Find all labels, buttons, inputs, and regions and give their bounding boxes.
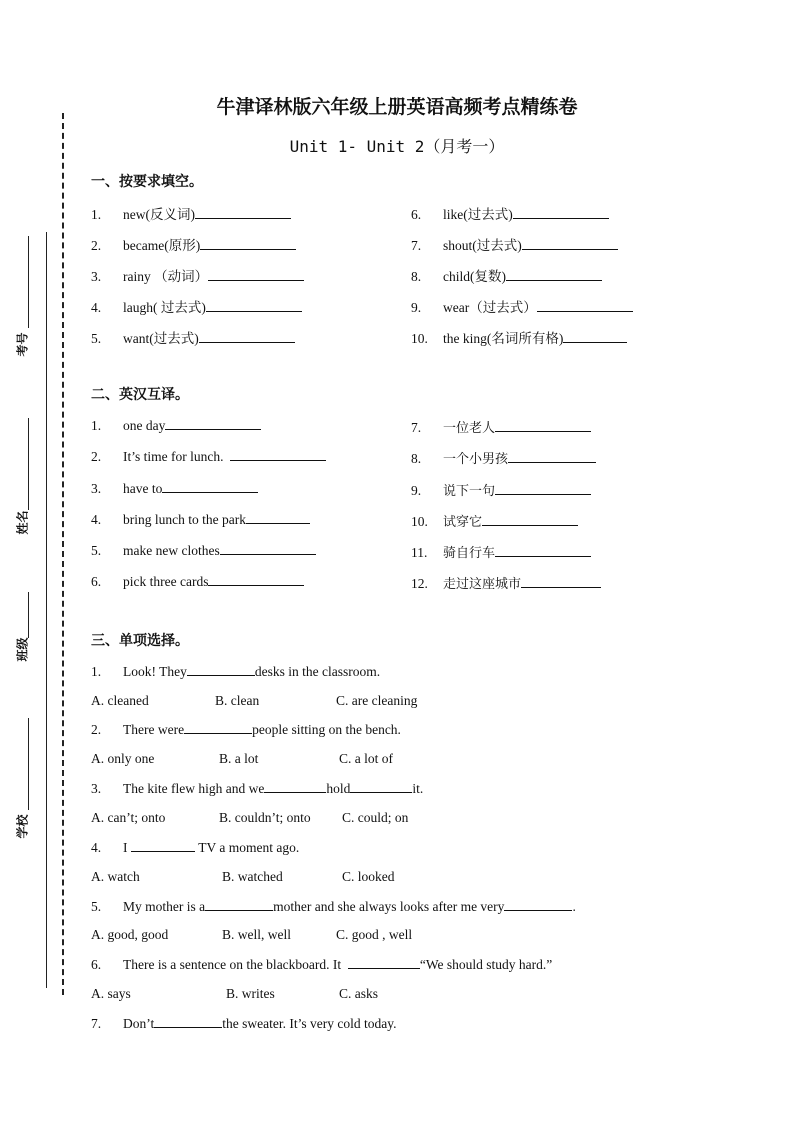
s1-item-3: 3. rainy （动词） — [91, 265, 304, 285]
s1-item-text: want(过去式) — [123, 331, 199, 346]
s2-item-11: 11. 骑自行车 — [411, 542, 591, 561]
option-c[interactable]: C. asks — [339, 986, 379, 1001]
answer-blank[interactable] — [162, 480, 258, 493]
s1-item-5: 5. want(过去式) — [91, 327, 295, 347]
s1-item-text: shout(过去式) — [443, 238, 522, 253]
question-6: 6. There is a sentence on the blackboard. It “We should study hard.” — [91, 957, 553, 972]
question-2: 2. There were people sitting on the bench. — [91, 722, 401, 737]
answer-blank[interactable] — [537, 299, 633, 312]
s2-item-text: 一个小男孩 — [443, 452, 509, 467]
answer-blank[interactable] — [508, 450, 596, 463]
answer-blank[interactable] — [208, 268, 304, 281]
section3-heading: 三、单项选择。 — [91, 633, 189, 649]
option-a[interactable]: A. can’t; onto — [91, 810, 166, 825]
answer-blank[interactable] — [495, 482, 591, 495]
answer-blank[interactable] — [522, 237, 618, 250]
s2-item-4: 4. bring lunch to the park — [91, 511, 310, 528]
answer-blank[interactable] — [230, 448, 326, 461]
question-2-options — [91, 751, 393, 767]
question-4: 4. I TV a moment ago. — [91, 840, 300, 855]
question-5: 5. My mother is a mother and she always looks after me very . — [91, 899, 576, 914]
question-1: 1. Look! They desks in the classroom. — [91, 664, 381, 679]
question-4-options — [91, 869, 395, 885]
answer-blank[interactable] — [184, 721, 252, 734]
s2-item-6: 6. pick three cards — [91, 573, 304, 590]
question-3-options — [91, 810, 408, 826]
s2-item-8: 8. 一个小男孩 — [411, 448, 596, 467]
s1-item-text: like(过去式) — [443, 207, 513, 222]
s2-item-10: 10. 试穿它 — [411, 511, 578, 530]
s1-item-10: 10. the king(名词所有格) — [411, 327, 627, 347]
answer-blank[interactable] — [165, 417, 261, 430]
binding-margin — [0, 0, 60, 1123]
s2-item-text: 说下一句 — [443, 484, 496, 499]
option-b[interactable]: B. clean — [215, 693, 260, 708]
exam-no-blank[interactable] — [28, 236, 29, 328]
question-5-options — [91, 927, 412, 943]
s1-item-text: the king(名词所有格) — [443, 331, 564, 346]
s2-item-text: 试穿它 — [443, 515, 483, 530]
name-label: 姓名 — [15, 510, 30, 535]
answer-blank[interactable] — [187, 663, 255, 676]
answer-blank[interactable] — [199, 330, 295, 343]
s1-item-8: 8. child(复数) — [411, 265, 602, 285]
question-7: 7. Don’t the sweater. It’s very cold today. — [91, 1016, 397, 1031]
s1-item-4: 4. laugh( 过去式) — [91, 296, 302, 316]
s1-item-6: 6. like(过去式) — [411, 203, 609, 223]
s2-item-2: 2. It’s time for lunch. — [91, 448, 326, 465]
s1-item-7: 7. shout(过去式) — [411, 234, 618, 254]
answer-blank[interactable] — [195, 206, 291, 219]
name-blank[interactable] — [28, 418, 29, 510]
answer-blank[interactable] — [521, 575, 601, 588]
s1-item-text: child(复数) — [443, 269, 506, 284]
question-6-options — [91, 986, 378, 1002]
s2-item-text: It’s time for lunch. — [123, 449, 224, 464]
option-a[interactable]: A. says — [91, 986, 131, 1001]
answer-blank[interactable] — [154, 1015, 222, 1028]
s2-item-3: 3. have to — [91, 480, 258, 497]
option-c[interactable]: C. good , well — [336, 927, 413, 942]
option-a[interactable]: A. cleaned — [91, 693, 149, 708]
s2-item-text: 一位老人 — [443, 421, 496, 436]
school-blank[interactable] — [28, 718, 29, 810]
s1-item-9: 9. wear（过去式） — [411, 296, 633, 316]
page-title: 牛津译林版六年级上册英语高频考点精练卷 — [216, 96, 578, 118]
answer-blank[interactable] — [495, 544, 591, 557]
question-1-options — [91, 693, 417, 709]
question-3: 3. The kite flew high and we hold it. — [91, 781, 424, 796]
s2-item-text: pick three cards — [123, 574, 209, 589]
option-b[interactable]: B. well, well — [222, 927, 291, 942]
answer-blank[interactable] — [206, 299, 302, 312]
class-blank[interactable] — [28, 592, 29, 638]
s1-item-text: new(反义词) — [123, 207, 195, 222]
answer-blank[interactable] — [205, 898, 273, 911]
s2-item-9: 9. 说下一句 — [411, 480, 591, 499]
answer-blank[interactable] — [348, 956, 420, 969]
school-label: 学校 — [15, 814, 30, 839]
s1-item-text: rainy （动词） — [123, 269, 209, 284]
s2-item-text: make new clothes — [123, 543, 220, 558]
s2-item-text: 骑自行车 — [443, 546, 496, 561]
exam-no-label: 考号 — [15, 332, 30, 357]
s1-item-2: 2. became(原形) — [91, 234, 296, 254]
s1-item-text: became(原形) — [123, 238, 201, 253]
answer-blank[interactable] — [220, 542, 316, 555]
answer-blank[interactable] — [350, 780, 412, 793]
s1-item-1: 1. new(反义词) — [91, 203, 291, 223]
answer-blank[interactable] — [131, 839, 195, 852]
answer-blank[interactable] — [246, 511, 310, 524]
option-a[interactable]: A. watch — [91, 869, 140, 884]
s2-item-1: 1. one day — [91, 417, 261, 434]
dashed-cut-line — [62, 113, 64, 995]
s2-item-text: 走过这座城市 — [443, 577, 522, 592]
section2-heading: 二、英汉互译。 — [91, 387, 189, 403]
answer-blank[interactable] — [506, 268, 602, 281]
answer-blank[interactable] — [208, 573, 304, 586]
s2-item-5: 5. make new clothes — [91, 542, 316, 559]
option-b[interactable]: B. a lot — [219, 751, 259, 766]
option-b[interactable]: B. watched — [222, 869, 283, 884]
page-subtitle: Unit 1- Unit 2（月考一） — [289, 137, 505, 156]
option-c[interactable]: C. could; on — [342, 810, 409, 825]
s2-item-7: 7. 一位老人 — [411, 417, 591, 436]
answer-blank[interactable] — [495, 419, 591, 432]
option-c[interactable]: C. are cleaning — [336, 693, 418, 708]
s1-item-text: laugh( 过去式) — [123, 300, 206, 315]
answer-blank[interactable] — [563, 330, 627, 343]
section1-heading: 一、按要求填空。 — [91, 174, 203, 190]
answer-blank[interactable] — [513, 206, 609, 219]
s2-item-12: 12. 走过这座城市 — [411, 573, 601, 592]
option-b[interactable]: B. writes — [226, 986, 275, 1001]
s2-item-text: bring lunch to the park — [123, 512, 246, 527]
option-b[interactable]: B. couldn’t; onto — [219, 810, 311, 825]
option-c[interactable]: C. looked — [342, 869, 395, 884]
s2-item-text: have to — [123, 481, 163, 496]
answer-blank[interactable] — [482, 513, 578, 526]
s1-item-text: wear（过去式） — [443, 300, 537, 315]
answer-blank[interactable] — [264, 780, 326, 793]
option-c[interactable]: C. a lot of — [339, 751, 393, 766]
s2-item-text: one day — [123, 418, 166, 433]
class-label: 班级 — [15, 637, 30, 662]
binding-solid-line — [46, 232, 47, 988]
answer-blank[interactable] — [504, 898, 572, 911]
answer-blank[interactable] — [200, 237, 296, 250]
option-a[interactable]: A. only one — [91, 751, 155, 766]
option-a[interactable]: A. good, good — [91, 927, 169, 942]
